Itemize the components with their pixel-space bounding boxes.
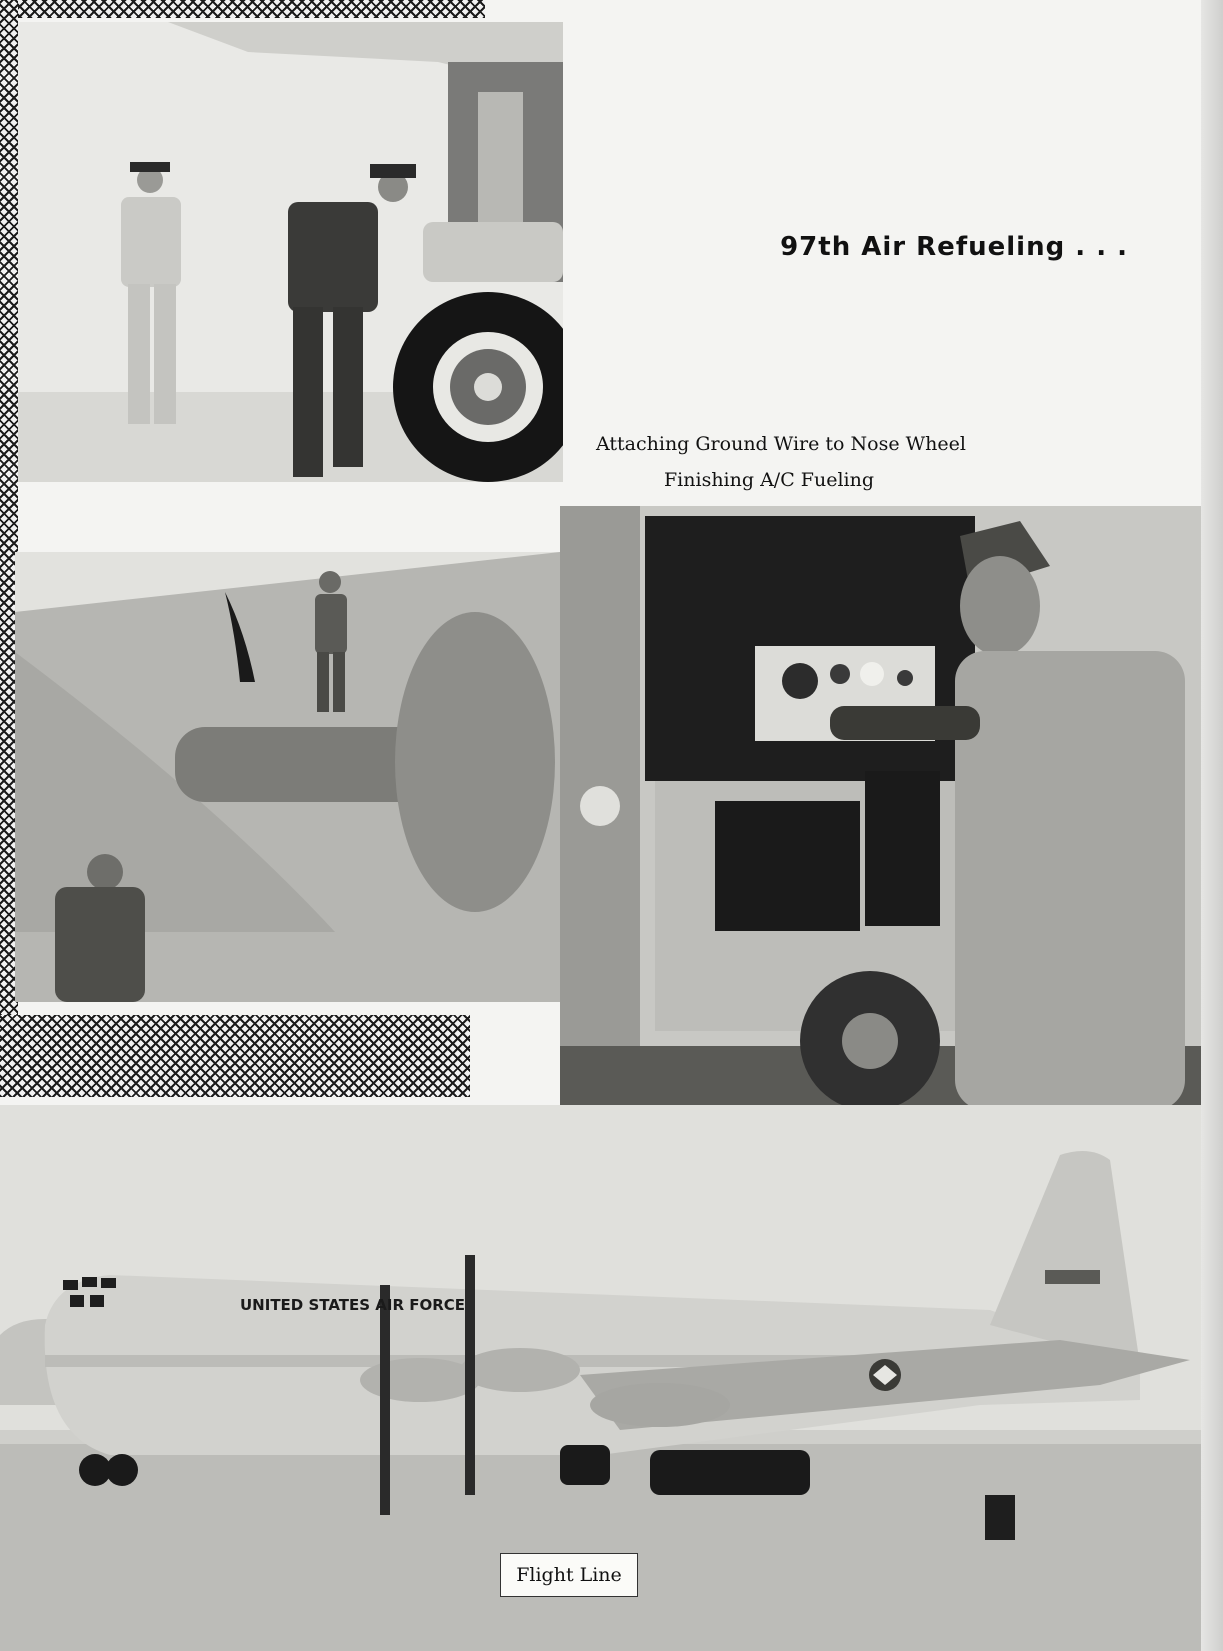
aircraft-marking-text: UNITED STATES AIR FORCE <box>240 1296 466 1314</box>
photo-fueling-panel <box>560 506 1201 1110</box>
crosshatch-band-top <box>0 0 485 18</box>
caption-fueling: Finishing A/C Fueling <box>664 469 874 491</box>
crosshatch-band-middle <box>0 1015 470 1097</box>
photo-nose-wheel <box>18 22 563 482</box>
photo-wing-engine <box>15 552 560 1002</box>
caption-flight-line: Flight Line <box>500 1553 638 1597</box>
page-title: 97th Air Refueling . . . <box>780 232 1128 262</box>
page-edge-shadow <box>1201 0 1223 1651</box>
caption-ground-wire: Attaching Ground Wire to Nose Wheel <box>596 433 966 455</box>
